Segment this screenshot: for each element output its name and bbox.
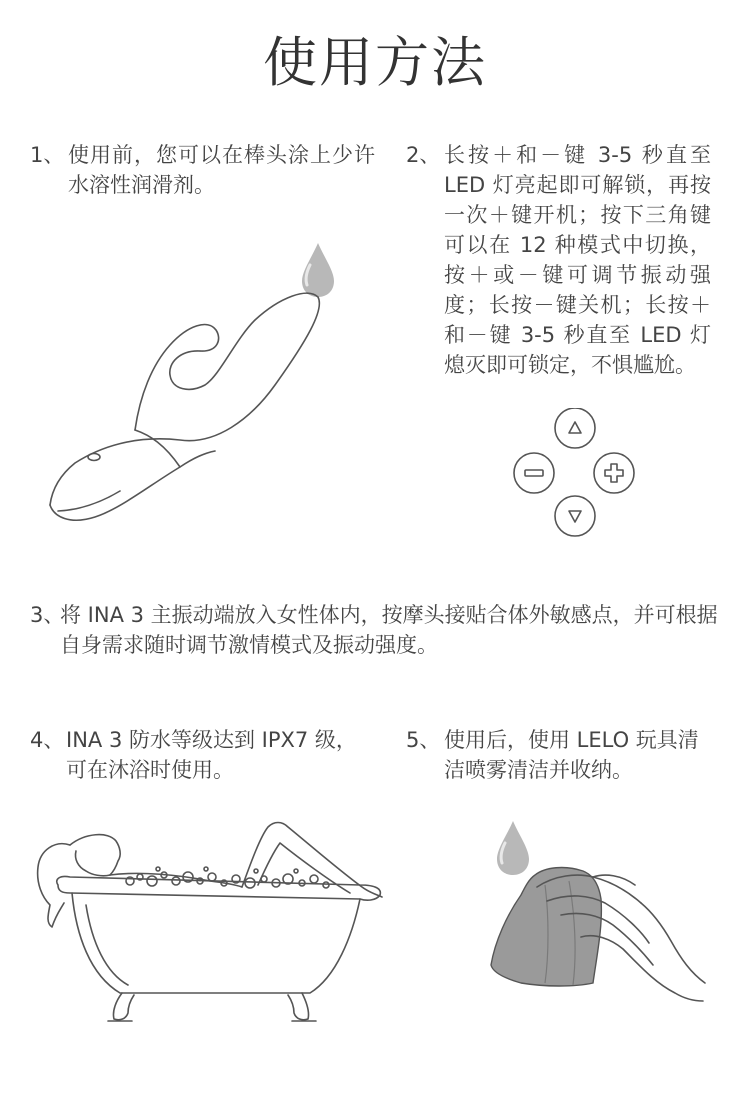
bathtub-illustration [30, 815, 390, 1030]
control-buttons [512, 408, 638, 538]
step-4 [30, 725, 360, 785]
step-number: 2、 [406, 143, 441, 167]
step-1 [30, 140, 375, 200]
step-text: 将 INA 3 主振动端放入女性体内，按摩头接贴合体外敏感点，并可根据自身需求随时调节激情模式及振动强度。 [60, 603, 718, 657]
step-3 [30, 600, 720, 660]
vibrator-illustration [40, 235, 340, 535]
step-number: 1、 [30, 143, 65, 167]
step-text: 使用后，使用 LELO 玩具清洁喷雾清洁并收纳。 [444, 728, 699, 782]
step-text: 使用前，您可以在棒头涂上少许水溶性润滑剂。 [68, 143, 375, 197]
page-title: 使用方法 [263, 31, 487, 94]
step-number: 4、 [30, 728, 65, 752]
cleaning-illustration [485, 815, 710, 1015]
step-5 [406, 725, 716, 785]
step-text: 长按＋和－键 3-5 秒直至 LED 灯亮起即可解锁，再按一次＋键开机；按下三角键可以在 12 种模式中切换，按＋或－键可调节振动强度；长按－键关机；长按＋和－键 3-5 秒直至 LED 灯熄灭即可锁定，不惧尴尬。 [444, 143, 711, 377]
step-2 [406, 140, 711, 380]
step-text: INA 3 防水等级达到 IPX7 级，可在沐浴时使用。 [66, 728, 357, 782]
step-number: 3、 [30, 603, 65, 627]
step-number: 5、 [406, 728, 441, 752]
